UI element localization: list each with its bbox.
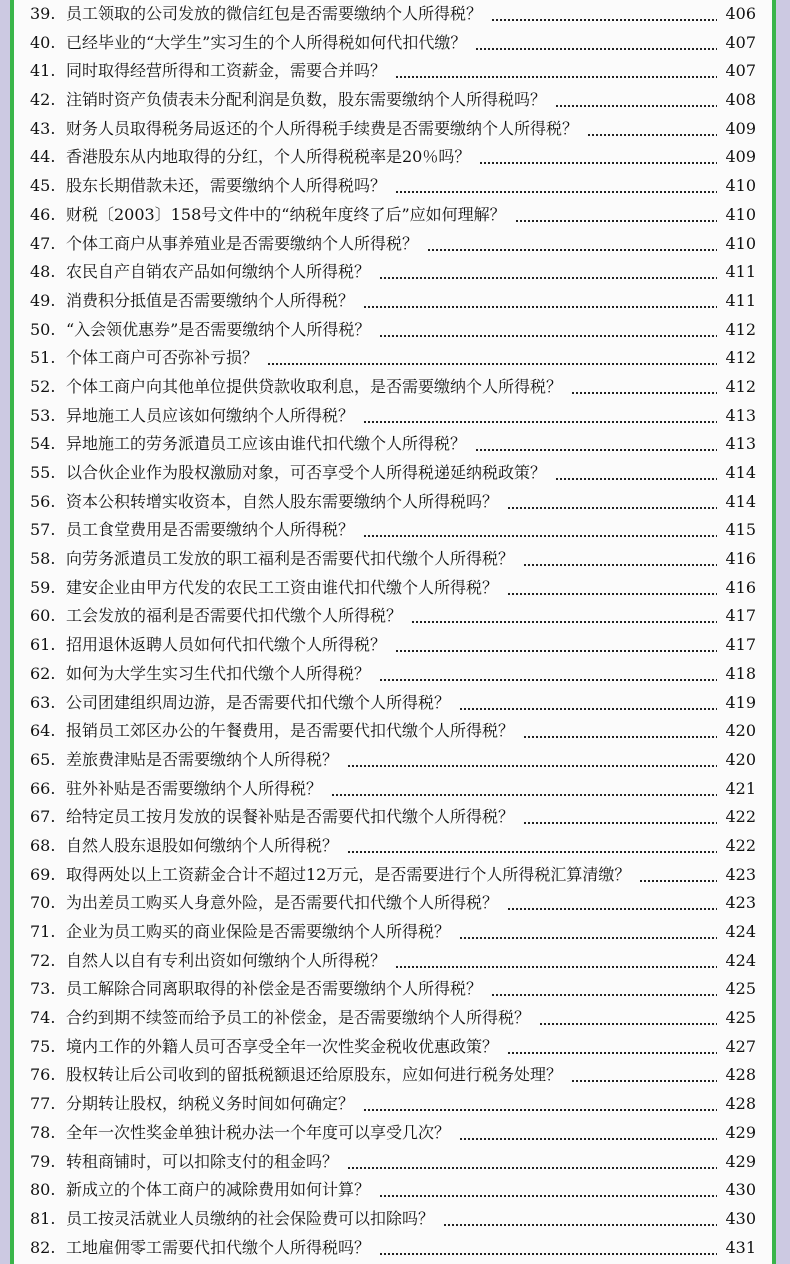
entry-number: 53.: [30, 405, 56, 425]
page-number: 424: [717, 947, 756, 976]
entry-title: 自然人股东退股如何缴纳个人所得税？: [66, 832, 348, 861]
entry-title: 股东长期借款未还，需要缴纳个人所得税吗？: [66, 172, 396, 201]
page-number: 412: [717, 373, 756, 402]
toc-entry: [24, 631, 760, 660]
entry-title: 异地施工的劳务派遣员工应该由谁代扣代缴个人所得税？: [66, 430, 476, 459]
page-number: 418: [717, 660, 756, 689]
toc-entry: [24, 660, 760, 689]
page-number: 409: [717, 143, 756, 172]
entry-title: 香港股东从内地取得的分红，个人所得税税率是20％吗？: [66, 143, 480, 172]
entry-number: 79.: [30, 1151, 56, 1171]
toc-entry: [24, 488, 760, 517]
toc-entry: [24, 29, 760, 58]
entry-title: 企业为员工购买的商业保险是否需要缴纳个人所得税？: [66, 918, 460, 947]
entry-number: 47.: [30, 233, 56, 253]
page-number: 417: [717, 602, 756, 631]
page-number: 422: [717, 803, 756, 832]
page-number: 420: [717, 746, 756, 775]
entry-title: 财务人员取得税务局返还的个人所得税手续费是否需要缴纳个人所得税？: [66, 115, 588, 144]
entry-number: 57.: [30, 520, 56, 540]
entry-number: 78.: [30, 1122, 56, 1142]
entry-title: 合约到期不续签而给予员工的补偿金，是否需要缴纳个人所得税？: [66, 1004, 540, 1033]
entry-title: 报销员工郊区办公的午餐费用，是否需要代扣代缴个人所得税？: [66, 717, 524, 746]
entry-title: 招用退休返聘人员如何代扣代缴个人所得税？: [66, 631, 396, 660]
entry-number: 50.: [30, 319, 56, 339]
toc-entry: [24, 1176, 760, 1205]
entry-title: 财税〔2003〕158号文件中的“纳税年度终了后”应如何理解？: [66, 201, 516, 230]
entry-number: 64.: [30, 721, 56, 741]
table-of-contents: [24, 0, 760, 1262]
entry-title: 员工食堂费用是否需要缴纳个人所得税？: [66, 516, 364, 545]
toc-entry: [24, 316, 760, 345]
entry-title: 资本公积转增实收资本，自然人股东需要缴纳个人所得税吗？: [66, 488, 508, 517]
page-number: 410: [717, 201, 756, 230]
toc-entry: [24, 1234, 760, 1263]
entry-number: 48.: [30, 262, 56, 282]
entry-title: 为出差员工购买人身意外险，是否需要代扣代缴个人所得税？: [66, 889, 508, 918]
page-number: 408: [717, 86, 756, 115]
toc-entry: [24, 832, 760, 861]
page-number: 425: [717, 1004, 756, 1033]
page-number: 429: [717, 1148, 756, 1177]
page-number: 411: [717, 258, 756, 287]
toc-entry: [24, 889, 760, 918]
entry-number: 58.: [30, 549, 56, 569]
toc-entry: [24, 975, 760, 1004]
page-number: 410: [717, 230, 756, 259]
entry-number: 82.: [30, 1237, 56, 1257]
entry-title: “入会领优惠券”是否需要缴纳个人所得税？: [66, 316, 380, 345]
page-number: 416: [717, 574, 756, 603]
page-number: 427: [717, 1033, 756, 1062]
entry-number: 73.: [30, 979, 56, 999]
entry-number: 45.: [30, 176, 56, 196]
page-number: 420: [717, 717, 756, 746]
entry-number: 68.: [30, 835, 56, 855]
page-number: 431: [717, 1234, 756, 1263]
entry-number: 67.: [30, 807, 56, 827]
entry-title: 员工领取的公司发放的微信红包是否需要缴纳个人所得税？: [66, 0, 492, 29]
entry-title: 自然人以自有专利出资如何缴纳个人所得税？: [66, 947, 396, 976]
page-number: 411: [717, 287, 756, 316]
entry-title: 股权转让后公司收到的留抵税额退还给原股东，应如何进行税务处理？: [66, 1061, 572, 1090]
toc-entry: [24, 1090, 760, 1119]
entry-number: 42.: [30, 90, 56, 110]
toc-entry: [24, 574, 760, 603]
page-number: 406: [717, 0, 756, 29]
entry-title: 驻外补贴是否需要缴纳个人所得税？: [66, 775, 332, 804]
toc-entry: [24, 918, 760, 947]
page-number: 423: [717, 861, 756, 890]
entry-number: 56.: [30, 491, 56, 511]
page-number: 414: [717, 488, 756, 517]
entry-number: 77.: [30, 1094, 56, 1114]
page-number: 423: [717, 889, 756, 918]
page-number: 412: [717, 316, 756, 345]
toc-entry: [24, 803, 760, 832]
entry-title: 新成立的个体工商户的减除费用如何计算？: [66, 1176, 380, 1205]
toc-entry: [24, 430, 760, 459]
entry-number: 39.: [30, 4, 56, 23]
toc-entry: [24, 172, 760, 201]
toc-entry: [24, 143, 760, 172]
entry-title: 境内工作的外籍人员可否享受全年一次性奖金税收优惠政策？: [66, 1033, 508, 1062]
toc-entry: [24, 0, 760, 29]
toc-entry: [24, 746, 760, 775]
entry-number: 70.: [30, 893, 56, 913]
entry-title: 农民自产自销农产品如何缴纳个人所得税？: [66, 258, 380, 287]
entry-number: 71.: [30, 922, 56, 941]
entry-title: 工地雇佣零工需要代扣代缴个人所得税吗？: [66, 1234, 380, 1263]
entry-title: 注销时资产负债表未分配利润是负数，股东需要缴纳个人所得税吗？: [66, 86, 556, 115]
entry-number: 44.: [30, 147, 56, 167]
entry-title: 异地施工人员应该如何缴纳个人所得税？: [66, 402, 364, 431]
entry-title: 以合伙企业作为股权激励对象，可否享受个人所得税递延纳税政策？: [66, 459, 556, 488]
toc-entry: [24, 717, 760, 746]
entry-number: 49.: [30, 290, 56, 310]
toc-entry: [24, 287, 760, 316]
entry-number: 62.: [30, 663, 56, 683]
page-number: 407: [717, 29, 756, 58]
toc-entry: [24, 1119, 760, 1148]
entry-title: 取得两处以上工资薪金合计不超过12万元，是否需要进行个人所得税汇算清缴？: [66, 861, 640, 890]
toc-entry: [24, 602, 760, 631]
entry-title: 个体工商户向其他单位提供贷款收取利息，是否需要缴纳个人所得税？: [66, 373, 572, 402]
toc-entry: [24, 1148, 760, 1177]
page-number: 428: [717, 1061, 756, 1090]
entry-number: 69.: [30, 864, 56, 884]
entry-title: 个体工商户可否弥补亏损？: [66, 344, 268, 373]
page-number: 430: [717, 1176, 756, 1205]
page-number: 413: [717, 430, 756, 459]
toc-entry: [24, 459, 760, 488]
entry-number: 61.: [30, 635, 56, 655]
page-number: 430: [717, 1205, 756, 1234]
toc-entry: [24, 402, 760, 431]
entry-number: 74.: [30, 1008, 56, 1028]
entry-number: 51.: [30, 348, 56, 368]
entry-title: 同时取得经营所得和工资薪金，需要合并吗？: [66, 57, 396, 86]
toc-entry: [24, 775, 760, 804]
entry-number: 60.: [30, 606, 56, 626]
page-number: 421: [717, 775, 756, 804]
entry-number: 40.: [30, 32, 56, 52]
entry-number: 76.: [30, 1065, 56, 1085]
entry-number: 41.: [30, 61, 56, 81]
toc-entry: [24, 373, 760, 402]
page-number: 413: [717, 402, 756, 431]
page-number: 410: [717, 172, 756, 201]
entry-title: 向劳务派遣员工发放的职工福利是否需要代扣代缴个人所得税？: [66, 545, 524, 574]
entry-number: 59.: [30, 577, 56, 597]
toc-entry: [24, 258, 760, 287]
toc-entry: [24, 516, 760, 545]
entry-number: 43.: [30, 118, 56, 138]
entry-number: 80.: [30, 1180, 56, 1200]
toc-entry: [24, 1033, 760, 1062]
toc-entry: [24, 86, 760, 115]
entry-number: 54.: [30, 434, 56, 454]
page-number: 409: [717, 115, 756, 144]
toc-entry: [24, 689, 760, 718]
toc-entry: [24, 230, 760, 259]
toc-entry: [24, 1061, 760, 1090]
toc-entry: [24, 201, 760, 230]
toc-entry: [24, 57, 760, 86]
entry-number: 66.: [30, 778, 56, 798]
entry-title: 如何为大学生实习生代扣代缴个人所得税？: [66, 660, 380, 689]
entry-number: 55.: [30, 463, 56, 482]
entry-title: 个体工商户从事养殖业是否需要缴纳个人所得税？: [66, 230, 428, 259]
entry-number: 63.: [30, 692, 56, 712]
page-number: 416: [717, 545, 756, 574]
page-number: 429: [717, 1119, 756, 1148]
entry-number: 75.: [30, 1036, 56, 1056]
toc-entry: [24, 861, 760, 890]
entry-title: 员工按灵活就业人员缴纳的社会保险费可以扣除吗？: [66, 1205, 444, 1234]
entry-number: 65.: [30, 749, 56, 769]
page-number: 414: [717, 459, 756, 488]
toc-entry: [24, 115, 760, 144]
entry-title: 公司团建组织周边游，是否需要代扣代缴个人所得税？: [66, 689, 460, 718]
page-number: 428: [717, 1090, 756, 1119]
page-number: 412: [717, 344, 756, 373]
entry-title: 工会发放的福利是否需要代扣代缴个人所得税？: [66, 602, 412, 631]
entry-number: 72.: [30, 950, 56, 970]
entry-title: 全年一次性奖金单独计税办法一个年度可以享受几次？: [66, 1119, 460, 1148]
toc-entry: [24, 947, 760, 976]
page-number: 407: [717, 57, 756, 86]
toc-entry: [24, 545, 760, 574]
page-number: 424: [717, 918, 756, 947]
entry-title: 差旅费津贴是否需要缴纳个人所得税？: [66, 746, 348, 775]
toc-entry: [24, 344, 760, 373]
page-number: 415: [717, 516, 756, 545]
page-number: 419: [717, 689, 756, 718]
page-number: 425: [717, 975, 756, 1004]
page-number: 422: [717, 832, 756, 861]
entry-title: 员工解除合同离职取得的补偿金是否需要缴纳个人所得税？: [66, 975, 492, 1004]
entry-title: 分期转让股权，纳税义务时间如何确定？: [66, 1090, 364, 1119]
entry-title: 建安企业由甲方代发的农民工工资由谁代扣代缴个人所得税？: [66, 574, 508, 603]
toc-entry: [24, 1205, 760, 1234]
entry-title: 转租商铺时，可以扣除支付的租金吗？: [66, 1148, 348, 1177]
entry-title: 已经毕业的“大学生”实习生的个人所得税如何代扣代缴？: [66, 29, 476, 58]
entry-number: 52.: [30, 376, 56, 396]
toc-entry: [24, 1004, 760, 1033]
entry-number: 81.: [30, 1208, 56, 1228]
entry-title: 给特定员工按月发放的误餐补贴是否需要代扣代缴个人所得税？: [66, 803, 524, 832]
page-number: 417: [717, 631, 756, 660]
entry-title: 消费积分抵值是否需要缴纳个人所得税？: [66, 287, 364, 316]
entry-number: 46.: [30, 204, 56, 224]
